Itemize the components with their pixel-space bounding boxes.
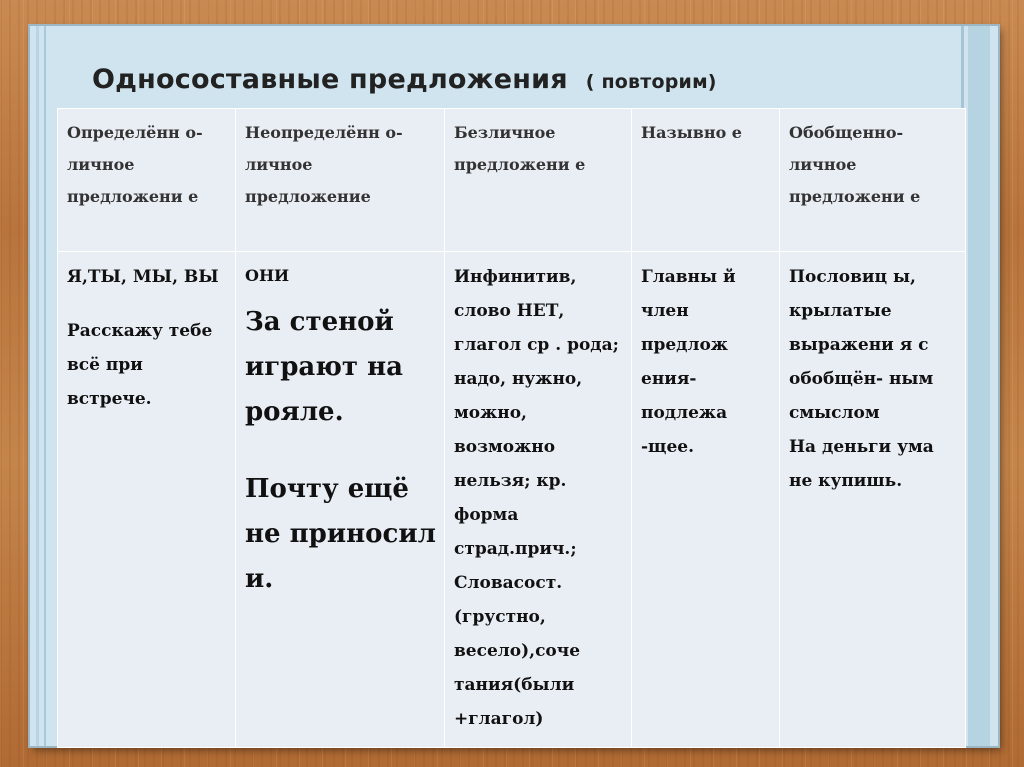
generalized-description: Пословиц ы, крылатые выражени я с обобщён- ным смыслом [789, 267, 934, 423]
slide-stripe [44, 26, 46, 746]
header-cell: Обобщенно- личное предложени е [780, 109, 966, 252]
slide-title [92, 64, 717, 95]
pronoun-text: ОНИ [245, 266, 290, 285]
example-text: Расскажу тебе всё при встрече. [67, 321, 213, 409]
header-cell: Неопределённ о-личное предложение [236, 109, 445, 252]
slide-stripe [968, 26, 990, 746]
example-text: Почту ещё не приносил и. [245, 474, 436, 594]
example-text: За стеной играют на рояле. [245, 307, 403, 427]
example-text: На деньги ума не купишь. [789, 437, 934, 491]
header-cell: Безличное предложени е [445, 109, 632, 252]
slide-stripe [36, 26, 39, 746]
title-text: Односоставные предложения [92, 64, 568, 95]
nominative-description: Главны й член предлож ения- подлежа -щее. [641, 267, 736, 457]
title-subtitle: ( повторим) [585, 71, 717, 93]
impersonal-description: Инфинитив, слово НЕТ, глагол ср . рода; надо, нужно, можно, возможно нельзя; кр. форма страд.прич.; Словасост. (грустно, весело),соче тания(были +глагол) [454, 267, 619, 729]
table-header-row [58, 109, 966, 252]
pronouns-text: Я,ТЫ, МЫ, ВЫ [67, 267, 219, 287]
impersonal-cell [445, 252, 632, 748]
table-body-row [58, 252, 966, 748]
indefinite-personal-cell [236, 252, 445, 748]
sentence-types-table [57, 108, 966, 748]
header-cell: Определённ о-личное предложени е [58, 109, 236, 252]
header-cell: Назывно е [632, 109, 780, 252]
generalized-personal-cell [780, 252, 966, 748]
definite-personal-cell [58, 252, 236, 748]
nominative-cell [632, 252, 780, 748]
